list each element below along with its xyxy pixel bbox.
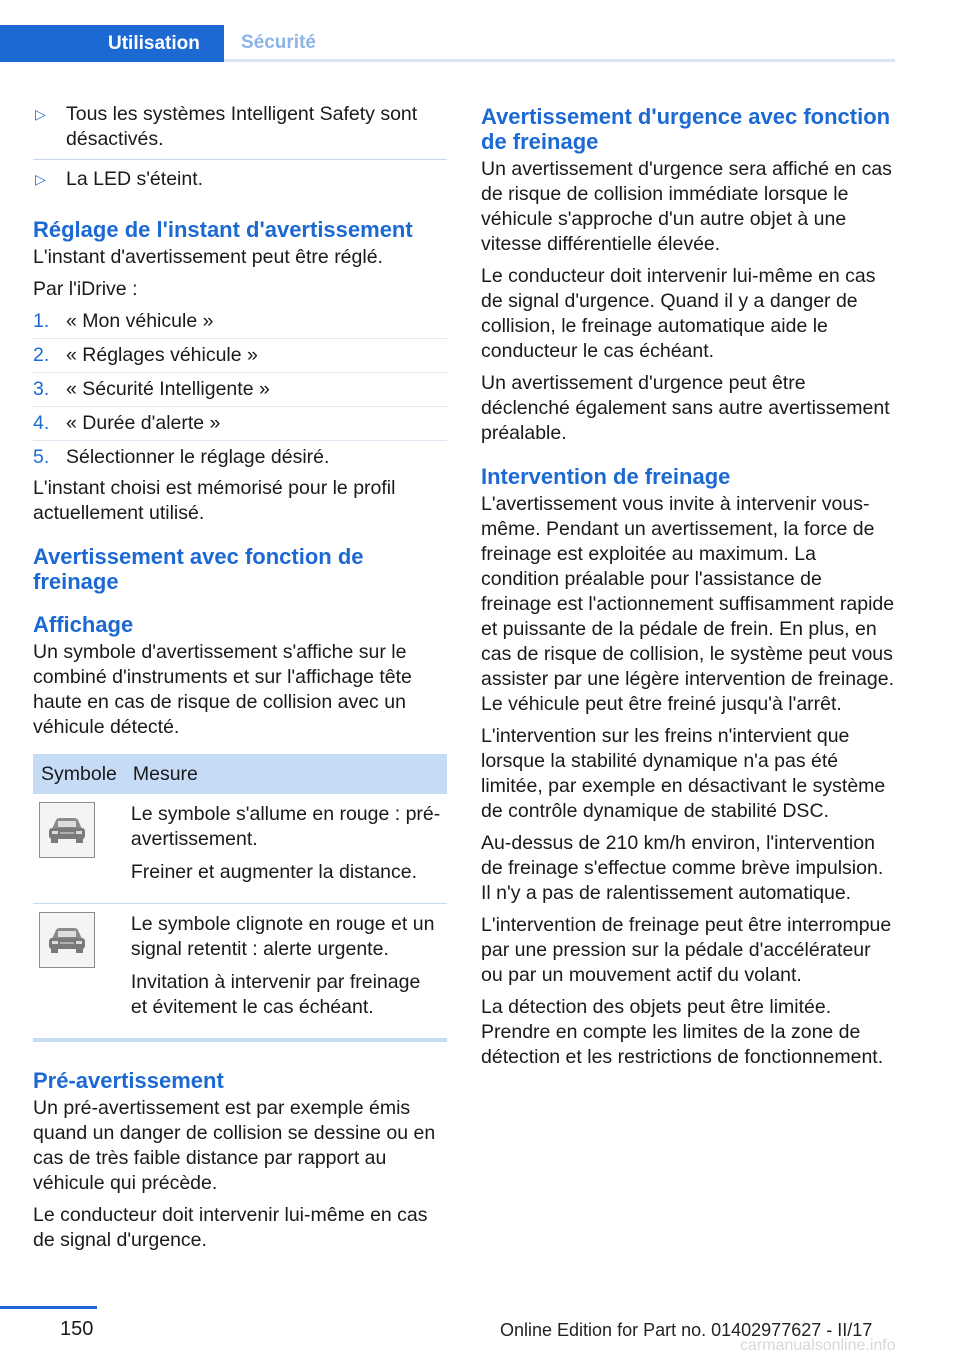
heading-intervention-freinage: Intervention de freinage [481, 464, 731, 489]
list-item: ▷ Tous les systèmes Intelligent Safety sont désactivés. [33, 102, 447, 160]
paragraph: Un pré-avertissement est par exemple émis quand un danger de collision se dessine ou en cas de très faible distance par rapport au véhicule qui précède. [33, 1097, 436, 1194]
step-text: Sélectionner le réglage désiré. [66, 446, 330, 468]
paragraph: Au-dessus de 210 km/h environ, l'intervention de freinage s'effectue comme brève impulsion. Il n'y a pas de ralentissement automatique. [481, 832, 884, 904]
step-number: 5. [33, 446, 50, 468]
table-cell-text: Le symbole clignote en rouge et un signal retentit : alerte urgente. [130, 913, 435, 960]
step-item [33, 377, 447, 407]
heading-avertissement-freinage: Avertissement avec fonction de freinage [33, 544, 364, 594]
heading-avertissement-urgence: Avertissement d'urgence avec fonction de freinage [481, 104, 891, 154]
paragraph: Le conducteur doit intervenir lui-même en cas de signal d'urgence. Quand il y a danger de collision, le freinage automatique aide le conducteur le cas échéant. [481, 265, 876, 362]
step-number: 1. [33, 310, 50, 332]
paragraph: Un avertissement d'urgence sera affiché en cas de risque de collision immédiate lorsque le véhicule s'approche d'un autre objet à une vitesse différentielle élevée. [481, 158, 892, 255]
heading-reglage: Réglage de l'instant d'avertissement [33, 217, 413, 242]
step-item [33, 411, 447, 441]
table-header-symbole: Symbole [33, 754, 125, 794]
paragraph: L'intervention de freinage peut être interrompue par une pression sur la pédale d'accélérateur ou par un mouvement actif du volant. [481, 914, 892, 986]
paragraph: L'instant choisi est mémorisé pour le profil actuellement utilisé. [33, 477, 396, 524]
car-warning-icon [39, 802, 95, 858]
heading-affichage: Affichage [33, 612, 134, 637]
table-header-mesure: Mesure [125, 754, 447, 794]
table-row [33, 794, 447, 904]
step-number: 2. [33, 344, 50, 366]
paragraph: Par l'iDrive : [33, 278, 138, 300]
step-item [33, 445, 447, 474]
table-row [33, 904, 447, 1041]
triangle-bullet-icon: ▷ [35, 106, 46, 122]
paragraph: Le conducteur doit intervenir lui-même en cas de signal d'urgence. [33, 1204, 428, 1251]
tab-utilisation[interactable]: Utilisation [0, 25, 224, 62]
step-item [33, 343, 447, 373]
steps-list [33, 309, 447, 474]
table-cell-text: Le symbole s'allume en rouge : pré-avertissement. [130, 803, 441, 850]
chapter-tabs [0, 25, 895, 62]
triangle-bullet-icon: ▷ [35, 171, 46, 187]
paragraph: Un avertissement d'urgence peut être déclenché également sans autre avertissement préalable. [481, 372, 890, 444]
step-text: « Durée d'alerte » [66, 412, 221, 434]
footer-rule [0, 1306, 97, 1309]
table-cell-text: Freiner et augmenter la distance. [130, 861, 418, 883]
watermark: carmanualsonline.info [740, 1337, 896, 1354]
paragraph: Un symbole d'avertissement s'affiche sur le combiné d'instruments et sur l'affichage tête haute en cas de risque de collision avec un véhicule détecté. [33, 641, 412, 738]
page-number: 150 [60, 1318, 94, 1340]
step-number: 4. [33, 412, 50, 434]
edition-note: Online Edition for Part no. 01402977627 - II/17 [500, 1320, 873, 1340]
list-item: ▷ La LED s'éteint. [35, 168, 204, 190]
paragraph: L'instant d'avertissement peut être réglé. [33, 246, 383, 268]
step-number: 3. [33, 378, 50, 400]
heading-pre-avertissement: Pré-avertissement [33, 1068, 224, 1093]
car-warning-icon [39, 912, 95, 968]
paragraph: L'avertissement vous invite à intervenir vous-même. Pendant un avertissement, la force de freinage est exploitée au maximum. La condition préalable pour l'assistance de freinage est l'actionnement suffisamment rapide et puissante de la pédale de frein. En plus, en cas de risque de collision, le système peut vous assister par une légère intervention de freinage. Le véhicule peut être freiné jusqu'à l'arrêt. [481, 493, 895, 715]
right-column [481, 102, 895, 1077]
step-text: « Réglages véhicule » [66, 344, 258, 366]
paragraph: La détection des objets peut être limitée. Prendre en compte les limites de la zone de détection et les restrictions de fonctionnement. [481, 996, 884, 1068]
step-text: « Mon véhicule » [66, 310, 214, 332]
paragraph: L'intervention sur les freins n'intervient que lorsque la stabilité dynamique n'a pas été limitée, par exemple en désactivant le système de contrôle dynamique de stabilité DSC. [481, 725, 886, 822]
symbol-table [33, 754, 447, 1042]
table-cell-text: Invitation à intervenir par freinage et évitement le cas échéant. [130, 971, 421, 1018]
step-text: « Sécurité Intelligente » [66, 378, 270, 400]
bullet-list [33, 102, 447, 199]
tab-securite[interactable]: Sécurité [241, 32, 316, 53]
left-column [33, 102, 447, 1260]
step-item [33, 309, 447, 339]
